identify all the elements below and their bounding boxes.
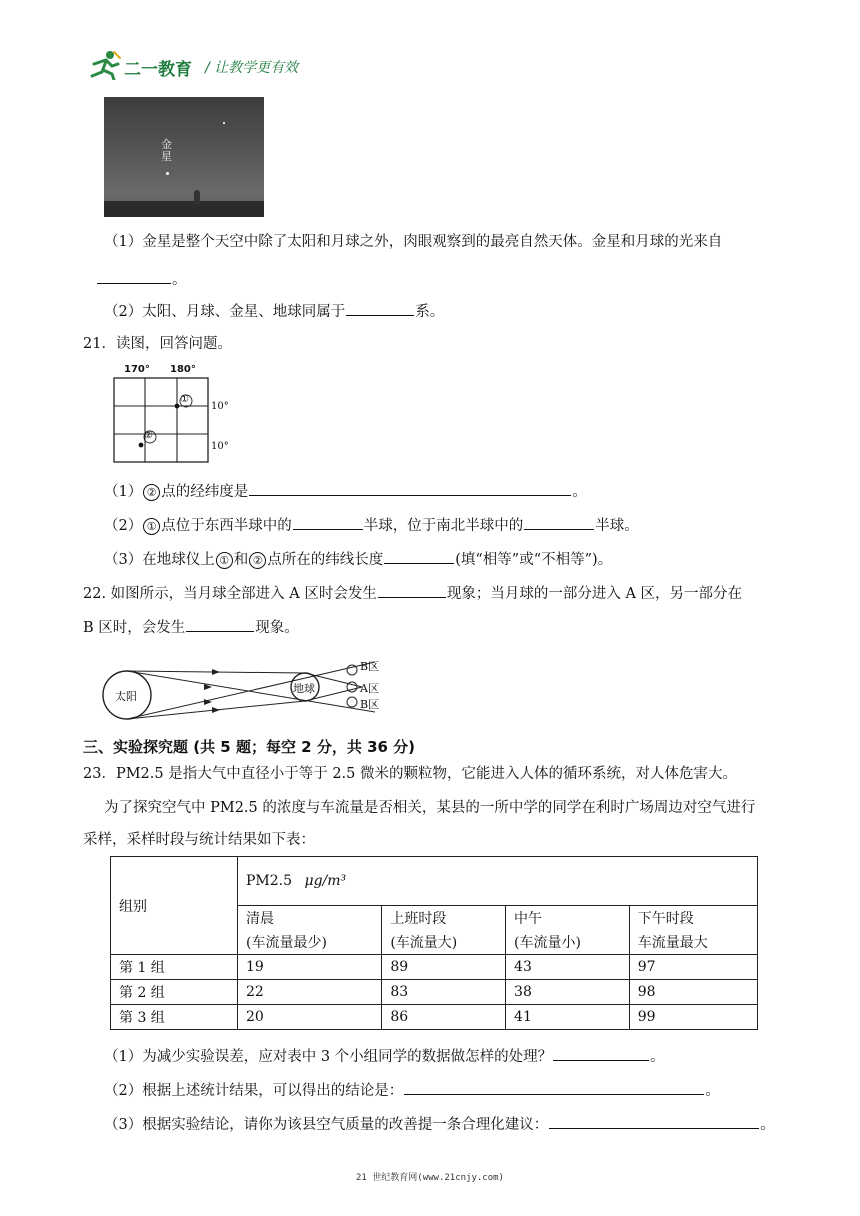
q23-part1 (104, 1045, 665, 1067)
q22-blank-1[interactable] (378, 582, 446, 598)
table-row (111, 1005, 758, 1030)
circled-2-b: ② (249, 552, 266, 569)
q23-part2-end: 。 (705, 1083, 720, 1099)
q23-part1-end: 。 (650, 1049, 665, 1065)
row-group: 第 3 组 (111, 1005, 238, 1030)
cell-value: 19 (238, 955, 382, 980)
q21-part1-prefix: （1） (104, 484, 143, 500)
q23-blank-1[interactable] (553, 1045, 649, 1061)
point-1-label: ① (180, 394, 189, 405)
pm-header-text: PM2.5 (246, 873, 293, 889)
lat-label-bottom: 10° (211, 441, 229, 452)
period-2: 中午 (506, 906, 630, 931)
earth-label: 地球 (293, 682, 315, 695)
circled-1: ① (143, 518, 160, 535)
q22-line2-text-a: B 区时，会发生 (83, 620, 186, 636)
cell-value: 98 (629, 980, 757, 1005)
q20-part1 (104, 232, 722, 252)
page-footer: 21 世纪教育网(www.21cnjy.com) (356, 1173, 504, 1183)
q23-part1-text: （1）为减少实验误差，应对表中 3 个小组同学的数据做怎样的处理？ (104, 1049, 553, 1065)
cell-value: 43 (506, 955, 630, 980)
q21-part2-text-b: 点位于东西半球中的 (161, 518, 292, 534)
venus-dot (166, 172, 169, 175)
q21-part3-text-d: (填“相等”或“不相等”)。 (455, 552, 613, 568)
q23-stem-3: 采样，采样时段与统计结果如下表： (83, 832, 315, 848)
sun-label: 太阳 (115, 690, 137, 703)
traffic-0: (车流量最少) (238, 930, 382, 955)
latlong-grid-figure (112, 364, 242, 468)
q23-part3-text: （3）根据实验结论，请你为该县空气质量的改善提一条合理化建议： (104, 1117, 549, 1133)
q23-part3-end: 。 (760, 1117, 775, 1133)
q21-part2-text-d: 半球。 (595, 518, 639, 534)
q23-blank-2[interactable] (404, 1079, 704, 1095)
q21-part2 (104, 514, 639, 536)
q21-part3 (104, 548, 612, 570)
section-3-title: 三、实验探究题 (共 5 题；每空 2 分，共 36 分) (83, 738, 416, 756)
pm-unit: μg/m³ (304, 873, 347, 889)
latlong-grid (112, 364, 242, 468)
q20-part2-text-a: （2）太阳、月球、金星、地球同属于 (104, 304, 346, 320)
star-dot (223, 122, 225, 124)
eclipse-lines (100, 654, 390, 728)
cell-value: 99 (629, 1005, 757, 1030)
q21-part3-text-c: 点所在的纬线长度 (267, 552, 384, 568)
traffic-3: 车流量最大 (629, 930, 757, 955)
header (88, 50, 388, 84)
row-group: 第 1 组 (111, 955, 238, 980)
row-group: 第 2 组 (111, 980, 238, 1005)
pm25-table (110, 856, 758, 1030)
q21-stem: 21．读图，回答问题。 (83, 336, 232, 352)
period-0: 清晨 (238, 906, 382, 931)
circled-2: ② (143, 484, 160, 501)
venus-label: 金星 (161, 138, 172, 163)
zone-a-label: A区 (360, 682, 379, 695)
zone-b-bottom-label: B区 (360, 698, 380, 711)
q21-part2-prefix: （2） (104, 518, 143, 534)
q23-part2-text: （2）根据上述统计结果，可以得出的结论是： (104, 1083, 404, 1099)
traffic-2: (车流量小) (506, 930, 630, 955)
lat-label-top: 10° (211, 401, 229, 412)
period-1: 上班时段 (382, 906, 506, 931)
q21-part1 (104, 480, 587, 502)
table-row (111, 980, 758, 1005)
q23-part3 (104, 1113, 775, 1135)
point-2-label: ② (144, 430, 153, 441)
traffic-1: (车流量大) (382, 930, 506, 955)
person-silhouette (194, 190, 200, 204)
circled-1-b: ① (216, 552, 233, 569)
q20-part2-text-b: 系。 (415, 304, 445, 320)
cell-value: 97 (629, 955, 757, 980)
q22-blank-2[interactable] (186, 616, 254, 632)
q22-line1-text-a: 22. 如图所示，当月球全部进入 A 区时会发生 (83, 586, 377, 602)
cell-value: 22 (238, 980, 382, 1005)
q20-part1-answer (96, 268, 187, 290)
cell-value: 41 (506, 1005, 630, 1030)
ground-strip (104, 201, 264, 217)
lon-label-180: 180° (170, 364, 196, 375)
q20-blank-2[interactable] (346, 300, 414, 316)
q20-part1-text: （1）金星是整个天空中除了太阳和月球之外，肉眼观察到的最亮自然天体。金星和月球的光来自 (104, 234, 723, 250)
table-header-row-1 (111, 857, 758, 906)
q23-blank-3[interactable] (549, 1113, 759, 1129)
q20-part1-end: 。 (172, 272, 187, 288)
q21-part3-text-a: （3）在地球仪上 (104, 552, 215, 568)
q23-stem-1: 23．PM2.5 是指大气中直径小于等于 2.5 微米的颗粒物，它能进入人体的循环系统，对人体危害大。 (83, 766, 737, 782)
q22-line1 (83, 582, 742, 604)
q20-part2 (104, 300, 444, 322)
lon-label-170: 170° (124, 364, 150, 375)
q20-blank-1[interactable] (97, 268, 171, 284)
q23-stem-2: 为了探究空气中 PM2.5 的浓度与车流量是否相关，某县的一所中学的同学在利时广场周边对空气进行 (104, 800, 756, 816)
q22-line1-text-b: 现象；当月球的一部分进入 A 区，另一部分在 (446, 586, 743, 602)
q23-part2 (104, 1079, 720, 1101)
brand-name: 二一教育 (124, 60, 192, 80)
cell-value: 86 (382, 1005, 506, 1030)
q21-blank-4[interactable] (384, 548, 454, 564)
q21-blank-1[interactable] (249, 480, 571, 496)
cell-value: 83 (382, 980, 506, 1005)
q21-blank-3[interactable] (524, 514, 594, 530)
eclipse-diagram (100, 654, 390, 728)
q21-part3-text-b: 和 (233, 552, 249, 568)
period-3: 下午时段 (629, 906, 757, 931)
q22-line2 (83, 616, 299, 638)
logo-runner-icon (88, 50, 122, 80)
cell-value: 20 (238, 1005, 382, 1030)
pm-header (238, 857, 758, 906)
brand-slogan: / 让教学更有效 (205, 60, 299, 76)
cell-value: 38 (506, 980, 630, 1005)
q21-part1-text: 点的经纬度是 (161, 484, 249, 500)
q21-part2-text-c: 半球，位于南北半球中的 (363, 518, 524, 534)
cell-value: 89 (382, 955, 506, 980)
q21-blank-2[interactable] (293, 514, 363, 530)
group-header: 组别 (111, 857, 238, 955)
table-row (111, 955, 758, 980)
q22-line2-text-b: 现象。 (255, 620, 299, 636)
q21-part1-end: 。 (572, 484, 587, 500)
zone-b-top-label: B区 (360, 660, 380, 673)
venus-photo (104, 97, 264, 217)
